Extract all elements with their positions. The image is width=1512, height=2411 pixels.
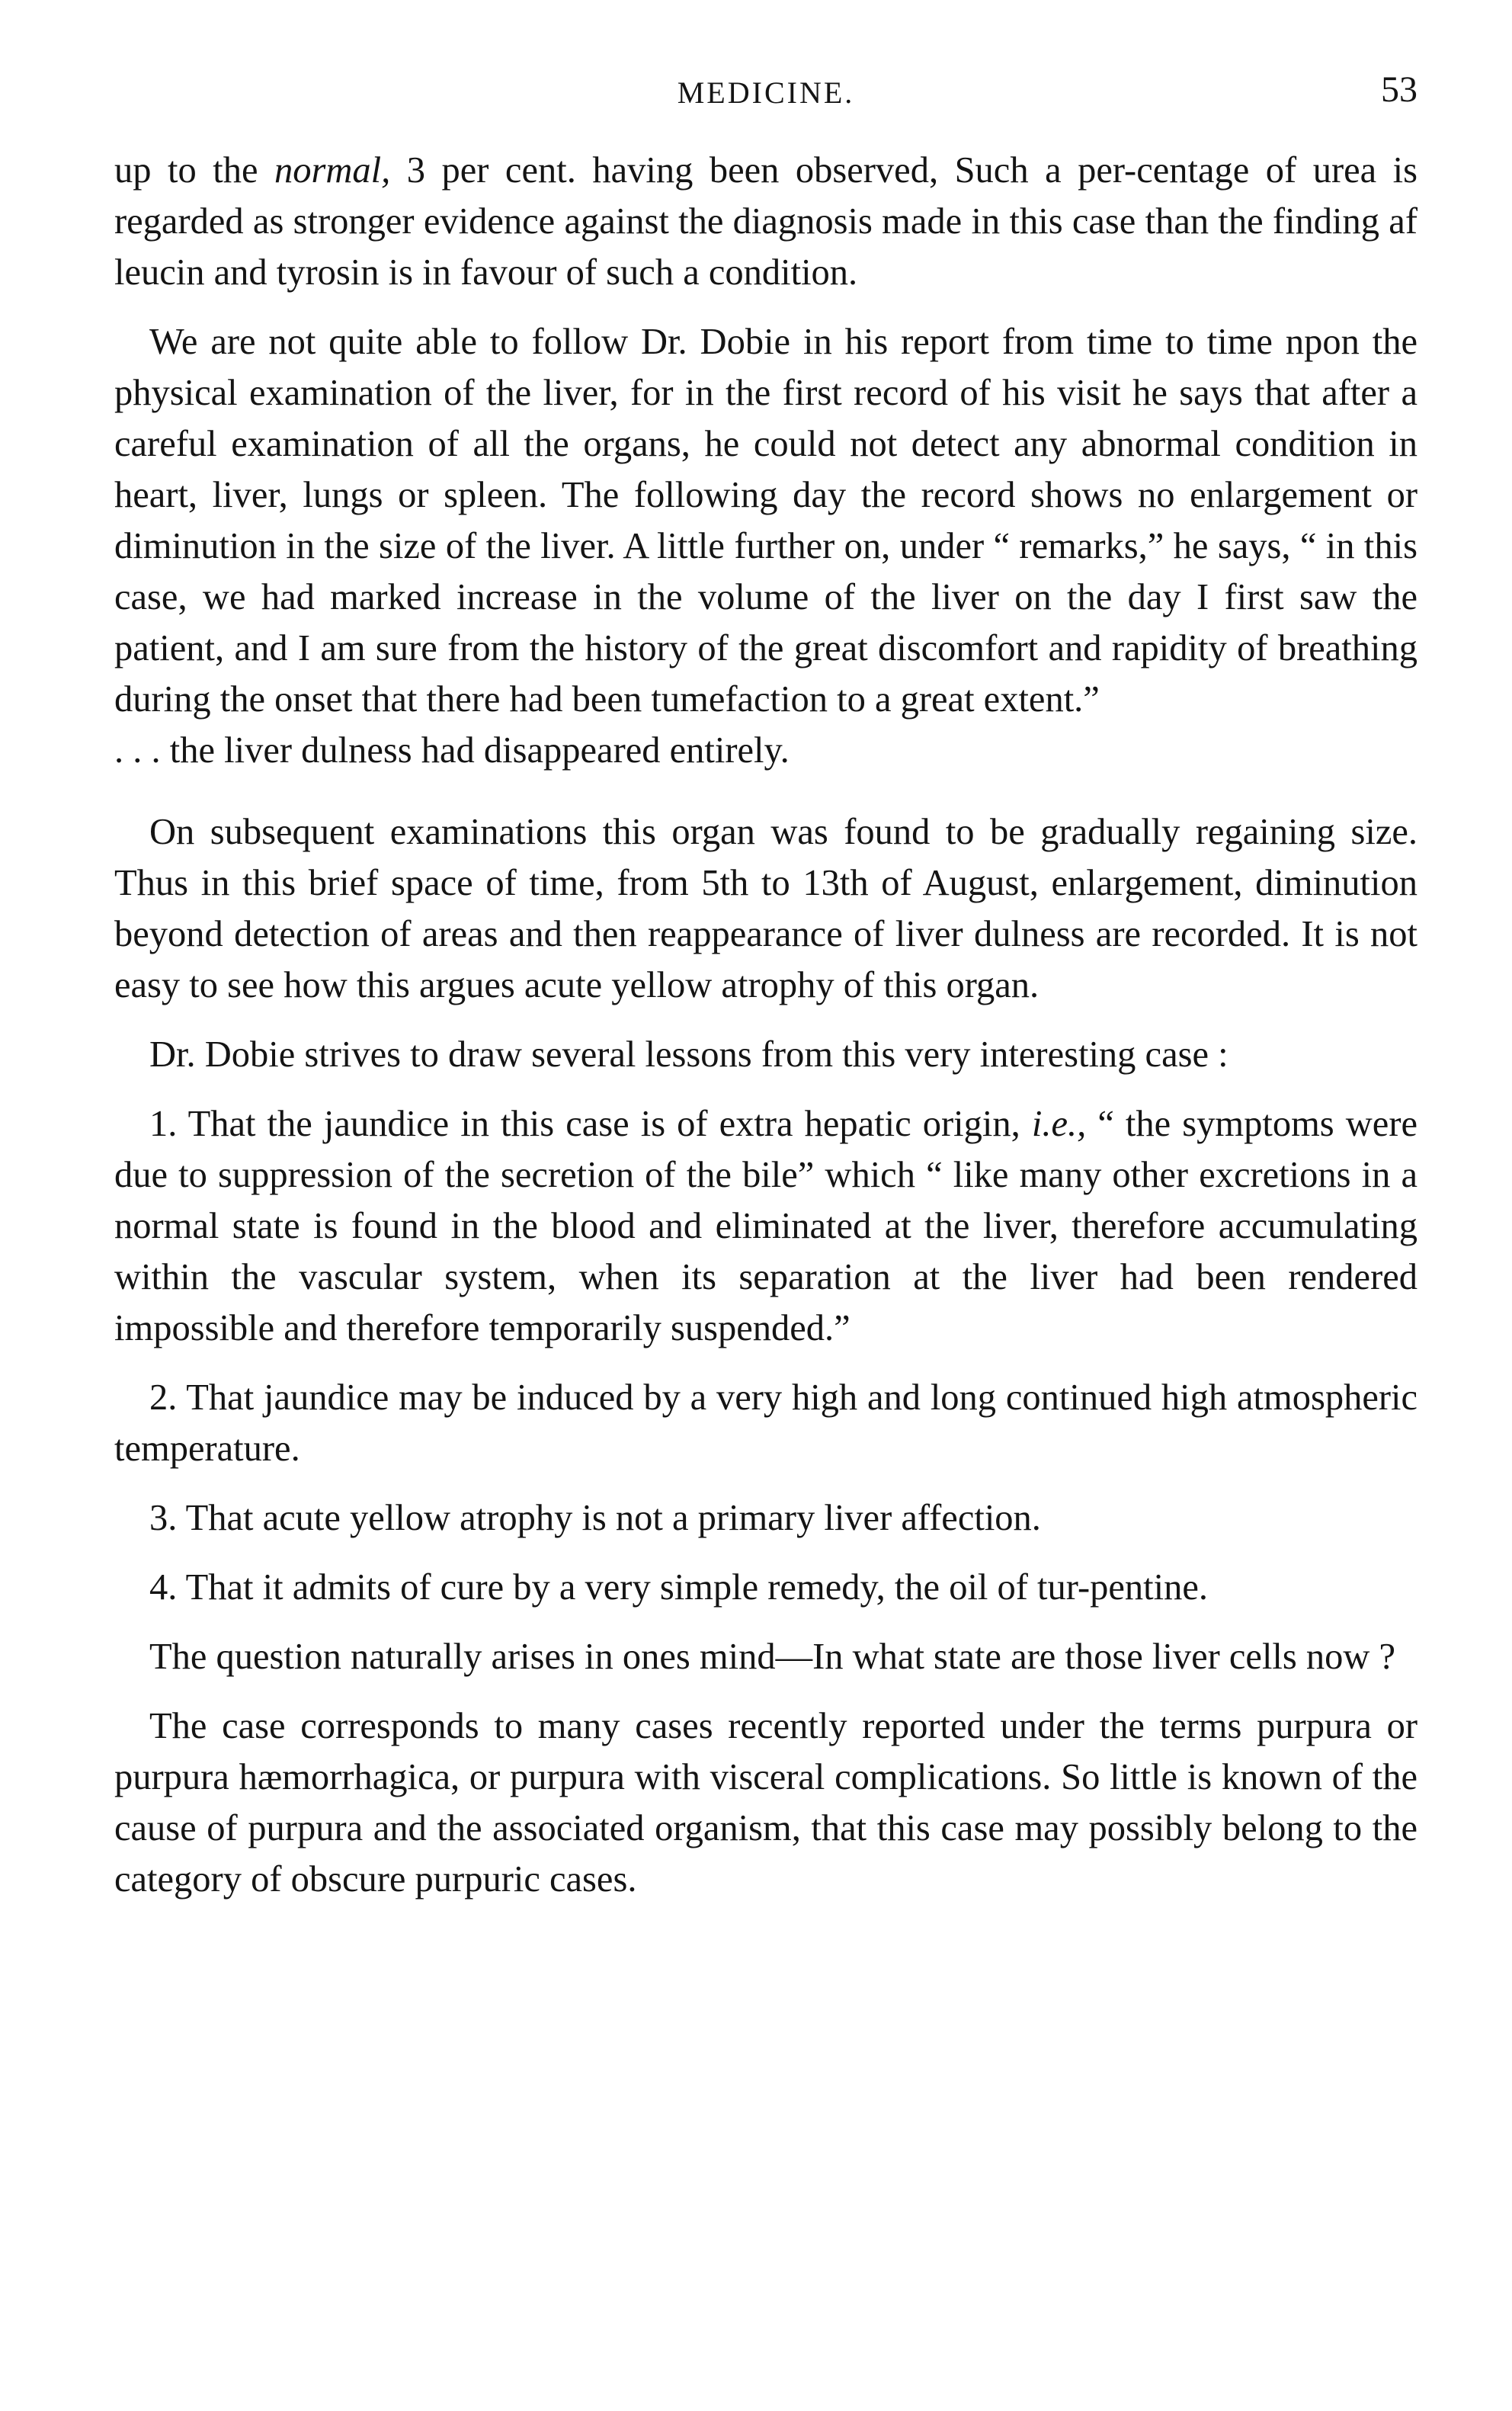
text-run: up to the	[114, 150, 274, 191]
paragraph-physical-examination: We are not quite able to follow Dr. Dobie in his report from time to time npon the physical examination of the liver, for in the first record of his visit he says that after a careful examination of all the organs, he could not detect any abnormal condition in heart, liver, lungs or spleen. The following day the record shows no enlargement or diminution in the size of the liver. A little further on, under “ remarks,” he says, “ in this case, we had marked increase in the volume of the liver on the day I first saw the patient, and I am sure from the history of the great discomfort and rapidity of breathing during the onset that there had been tumefaction to a great extent.”	[114, 322, 1418, 720]
paragraph-liver-dulness: . . . the liver dulness had disappeared entirely.	[114, 730, 790, 771]
paragraph-urea-continuation	[114, 145, 1418, 298]
lesson-item-3: 3. That acute yellow atrophy is not a primary liver affection.	[149, 1498, 1041, 1538]
paragraph-subsequent-examinations: On subsequent examinations this organ was found to be gradually regaining size. Thus in this brief space of time, from 5th to 13th of August, enlargement, diminution beyond detection of areas and then reappearance of liver dulness are recorded. It is not easy to see how this argues acute yellow atrophy of this organ.	[114, 812, 1418, 1005]
paragraph-question: The question naturally arises in ones mind—In what state are those liver cells now ?	[149, 1637, 1396, 1677]
body-text	[114, 145, 1418, 1905]
text-run: 1. That the jaundice in this case is of extra hepatic origin,	[149, 1104, 1032, 1144]
lesson-item-4: 4. That it admits of cure by a very simple remedy, the oil of tur-pentine.	[149, 1567, 1208, 1608]
paragraph-lessons-intro: Dr. Dobie strives to draw several lessons from this very interesting case :	[149, 1034, 1228, 1075]
lesson-item-1	[114, 1098, 1418, 1354]
page-header	[114, 53, 1418, 145]
emphasis-normal: normal,	[274, 150, 391, 191]
running-head: MEDICINE.	[677, 75, 855, 110]
emphasis-ie: i.e.,	[1031, 1104, 1087, 1144]
text-run: 3 per cent. having been observed, Such a per-centage of urea is regarded as stronger evidence against the diagnosis made in this case than the finding af leucin and tyrosin is in favour of such a condition.	[114, 150, 1418, 293]
paragraph-purpura: The case corresponds to many cases recently reported under the terms purpura or purpura hæmorrhagica, or purpura with visceral complications. So little is known of the cause of purpura and the associated organism, that this case may possibly belong to the category of obscure purpuric cases.	[114, 1706, 1418, 1900]
text-run: “ the symptoms were due to suppression of the secretion of the bile” which “ like many other excretions in a normal state is found in the blood and eliminated at the liver, therefore accumulating within the vascular system, when its separation at the liver had been rendered impossible and therefore temporarily suspended.”	[114, 1104, 1418, 1348]
book-page	[114, 53, 1418, 1923]
page-number: 53	[1381, 69, 1418, 110]
lesson-item-2: 2. That jaundice may be induced by a very high and long continued high atmospheric temperature.	[114, 1377, 1418, 1469]
